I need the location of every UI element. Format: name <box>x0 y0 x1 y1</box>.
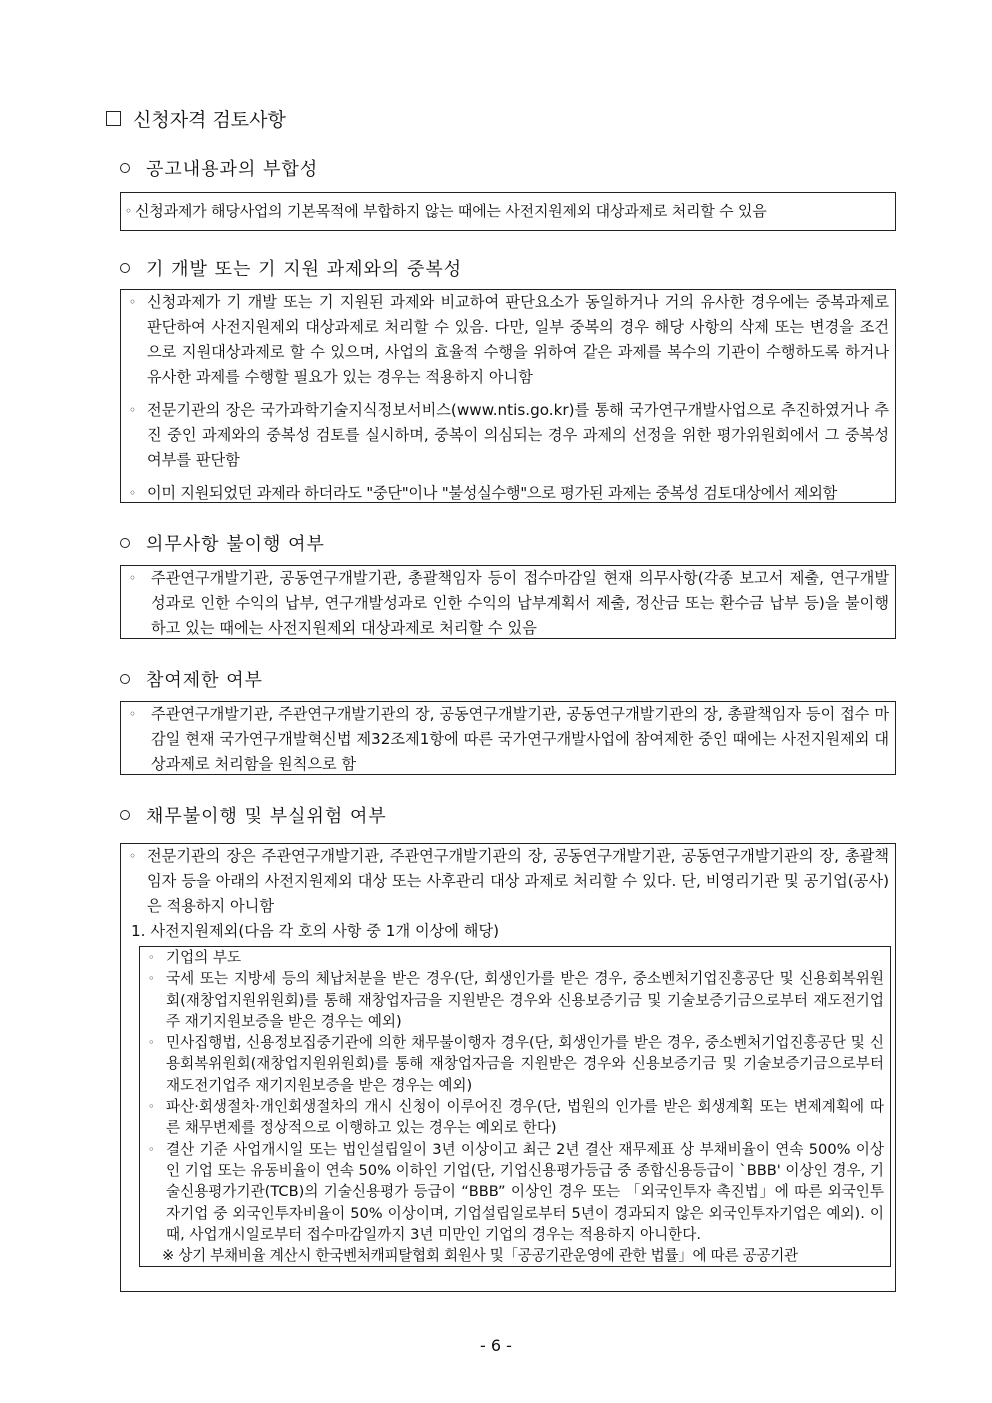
list-item: ◦ 주관연구개발기관, 주관연구개발기관의 장, 공동연구개발기관, 공동연구개발기관의 장, 총괄책임자 등이 접수 마감일 현재 국가연구개발혁신법 제32조제1항에 따른 국가연구개발사업에 참여제한 중인 때에는 사전지원제외 대상과제로 처리함을 원칙으로 함 <box>129 705 889 773</box>
list-item: ◦ 이미 지원되었던 과제라 하더라도 "중단"이나 "불성실수행"으로 평가된 과제는 중복성 검토대상에서 제외함 <box>129 484 837 502</box>
page-title: 신청자격 검토사항 <box>106 105 286 132</box>
sub-list-item: ◦ 민사집행법, 신용정보집중기관에 의한 채무불이행자 경우(단, 회생인가를 받은 경우, 중소벤처기업진흥공단 및 신용회복위원회(재창업지원위원회)를 통해 재창업자금을 지원받은 경우와 신용보증기금 및 기술보증기금으로부터 재도전기업주 재기지원보증을 받은 경우는 예외) <box>148 1034 884 1094</box>
section-box-1 <box>120 192 896 231</box>
list-item: ◦ 주관연구개발기관, 공동연구개발기관, 총괄책임자 등이 접수마감일 현재 의무사항(각종 보고서 제출, 연구개발성과로 인한 수익의 납부, 연구개발성과로 인한 수익의 납부계획서 제출, 정산금 또는 환수금 납부 등)을 불이행하고 있는 때에는 사전지원제외 대상과제로 처리할 수 있음 <box>129 569 889 637</box>
circle-bullet-icon <box>120 263 130 273</box>
sub-list-item: ◦ 기업의 부도 <box>148 949 242 966</box>
list-item: ◦ 신청과제가 해당사업의 기본목적에 부합하지 않는 때에는 사전지원제외 대상과제로 처리할 수 있음 <box>125 202 767 220</box>
checkbox-square-icon <box>106 111 121 126</box>
list-item: ◦ 전문기관의 장은 국가과학기술지식정보서비스(www.ntis.go.kr)를 통해 국가연구개발사업으로 추진하였거나 추진 중인 과제와의 중복성 검토를 실시하며, 중복이 의심되는 경우 과제의 선정을 위한 평가위원회에서 그 중복성 여부를 판단함 <box>129 401 889 469</box>
list-item: ◦ 신청과제가 기 개발 또는 기 지원된 과제와 비교하여 판단요소가 동일하거나 거의 유사한 경우에는 중복과제로 판단하여 사전지원제외 대상과제로 처리할 수 있음. 다만, 일부 중복의 경우 해당 사항의 삭제 또는 변경을 조건으로 지원대상과제로 할 수 있으며, 사업의 효율적 수행을 위하여 같은 과제를 복수의 기관이 수행하도록 하거나 유사한 과제를 수행할 필요가 있는 경우는 적용하지 아니함 <box>129 293 889 386</box>
sub-list-item: ◦ 국세 또는 지방세 등의 체납처분을 받은 경우(단, 회생인가를 받은 경우, 중소벤처기업진흥공단 및 신용회복위원회(재창업지원위원회)를 통해 재창업자금을 지원받은 경우와 신용보증기금 및 기술보증기금으로부터 재도전기업주 재기지원보증을 받은 경우는 예외) <box>148 970 884 1030</box>
section-box-3 <box>120 565 896 639</box>
list-item: ◦ 전문기관의 장은 주관연구개발기관, 주관연구개발기관의 장, 공동연구개발기관, 공동연구개발기관의 장, 총괄책임자 등을 아래의 사전지원제외 대상 또는 사후관리 대상 과제로 처리할 수 있다. 단, 비영리기관 및 공기업(공사)은 적용하지 아니함 <box>129 847 889 915</box>
section-heading-3: 의무사항 불이행 여부 <box>120 530 325 556</box>
circle-bullet-icon <box>120 674 130 684</box>
section-heading-5: 채무불이행 및 부실위험 여부 <box>120 802 387 828</box>
section-heading-2: 기 개발 또는 기 지원 과제와의 중복성 <box>120 255 462 281</box>
sub-list-item: ◦ 파산·회생절차·개인회생절차의 개시 신청이 이루어진 경우(단, 법원의 인가를 받은 회생계획 또는 변제계획에 따른 채무변제를 정상적으로 이행하고 있는 경우는 예외로 한다) <box>148 1098 884 1137</box>
circle-bullet-icon <box>120 163 130 173</box>
section-heading-4: 참여제한 여부 <box>120 666 263 692</box>
section-box-4 <box>120 701 896 775</box>
circle-bullet-icon <box>120 538 130 548</box>
section-box-5 <box>120 843 896 1292</box>
inner-box <box>139 946 891 1267</box>
section-heading-1: 공고내용과의 부합성 <box>120 155 318 181</box>
sub-list-item: ◦ 결산 기준 사업개시일 또는 법인설립일이 3년 이상이고 최근 2년 결산 재무제표 상 부채비율이 연속 500% 이상인 기업 또는 유동비율이 연속 50% 이하인 기업(단, 기업신용평가등급 중 종합신용등급이 `BBB' 이상인 경우, 기술신용평가기관(TCB)의 기술신용평가 등급이 “BBB” 이상인 경우 또는 「외국인투자 촉진법」에 따른 외국인투자기업 중 외국인투자비율이 50% 이상이며, 기업설립일로부터 5년이 경과되지 않은 외국인투자기업은 예외). 이때, 사업개시일로부터 접수마감일까지 3년 미만인 기업의 경우는 적용하지 아니한다. <box>148 1140 884 1243</box>
note-text: ※ 상기 부채비율 계산시 한국벤처캐피탈협회 회원사 및「공공기관운영에 관한 법률」에 따른 공공기관 <box>162 1247 798 1265</box>
numbered-item: 1. 사전지원제외(다음 각 호의 사항 중 1개 이상에 해당) <box>131 922 500 940</box>
circle-bullet-icon <box>120 810 130 820</box>
section-box-2 <box>120 289 896 503</box>
page-number: - 6 - <box>480 1336 512 1355</box>
